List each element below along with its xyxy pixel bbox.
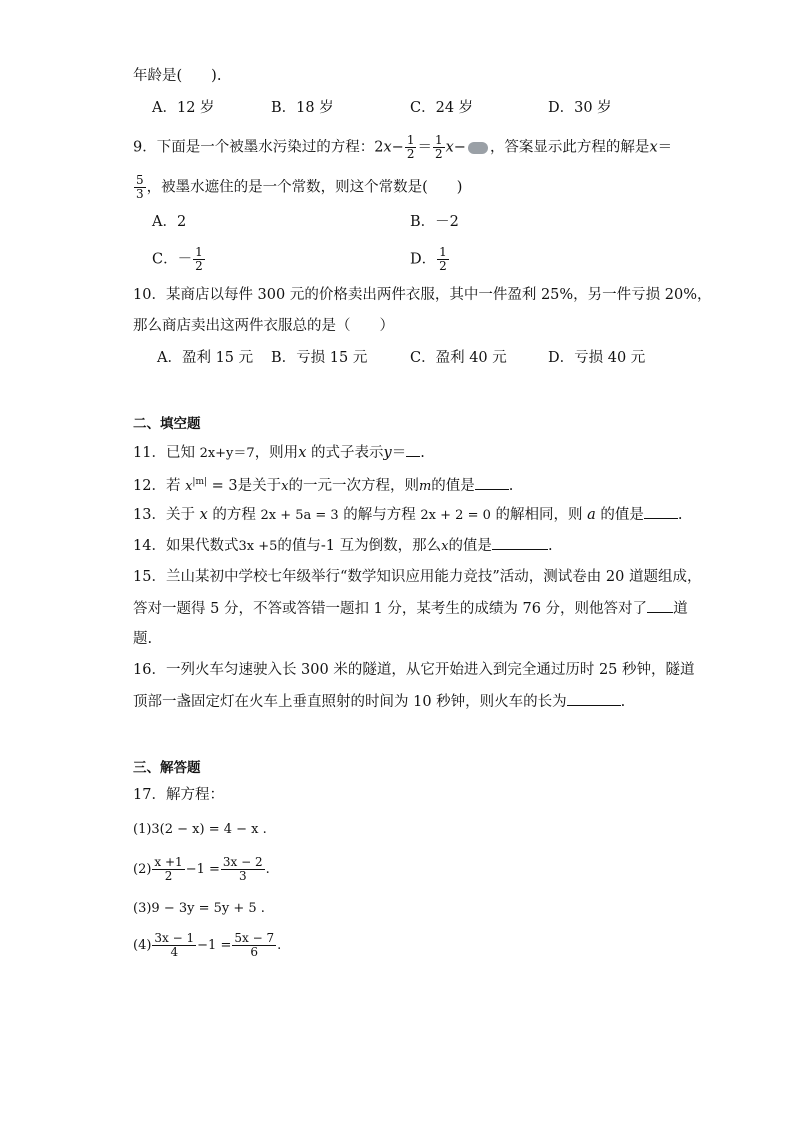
ink-blot-icon <box>468 142 488 154</box>
q11-y: y <box>383 445 392 461</box>
q13-f: . <box>677 507 683 523</box>
q11-a: 11．已知 <box>133 445 200 461</box>
q10-option-a: A．盈利 15 元 <box>157 350 254 366</box>
q9-sol-den: 3 <box>136 187 144 201</box>
q16-line2a: 顶部一盏固定灯在火车上垂直照射的时间为 10 秒钟，则火车的长为 <box>133 694 567 710</box>
q10-line1: 10．某商店以每件 300 元的价格卖出两件衣服，其中一件盈利 25%，另一件亏损 20%， <box>133 287 712 303</box>
q12-b: = 3是关于 <box>207 477 282 494</box>
q14 <box>133 535 553 557</box>
q10-option-d: D．亏损 40 元 <box>548 350 646 366</box>
section-heading-fill-in: 二、填空题 <box>133 416 201 432</box>
q9-option-c-frac <box>193 246 205 273</box>
q11 <box>133 442 425 464</box>
q12-e: . <box>508 477 514 494</box>
q17-p2-mid: −1 = <box>185 862 220 877</box>
q9-prefix: 9．下面是一个被墨水污染过的方程： <box>133 139 375 156</box>
q9-option-d-label: D． <box>410 251 437 268</box>
q9-frac1-num: 1 <box>406 133 415 147</box>
q10-option-b: B．亏损 15 元 <box>271 350 368 366</box>
q16-answer-blank <box>567 691 621 706</box>
q9-optd-den: 2 <box>439 259 447 273</box>
q13-d: 的解相同，则 <box>490 507 588 523</box>
q17-p4-d1: 4 <box>170 945 179 959</box>
q13-x: x <box>199 507 208 523</box>
q9-optc-den: 2 <box>195 259 203 273</box>
q15-line2b: 道 <box>673 601 688 617</box>
q9-sol-x: x <box>649 139 658 156</box>
q12-m: m <box>418 478 432 494</box>
q9-option-b: B．－2 <box>410 214 459 230</box>
q9-eq-x1: x <box>383 139 392 156</box>
q9-frac1 <box>405 134 417 161</box>
q8-tail: 年龄是( ). <box>133 68 222 84</box>
q9-eq-a: 2 <box>374 139 384 156</box>
q13-eq1: 2x + 5a = 3 <box>260 508 339 523</box>
q12-a: 12．若 <box>133 477 186 494</box>
q8-option-d: D．30 岁 <box>548 100 612 116</box>
q11-x: x <box>298 445 307 461</box>
q15-answer-blank <box>647 598 673 613</box>
q17-part3: (3)9 − 3y = 5y + 5 . <box>133 901 265 916</box>
q17-p4-end: . <box>277 938 282 953</box>
q11-d: ＝ <box>391 445 407 461</box>
q12-sup: |m| <box>192 477 208 487</box>
q14-expr: 3x +5 <box>238 539 278 554</box>
q13-e: 的值是 <box>595 507 644 523</box>
q13-c: 的解与方程 <box>338 507 421 523</box>
q9-sol-eq: ＝ <box>657 139 673 156</box>
q14-a: 14．如果代数式 <box>133 538 239 554</box>
q17-p2-d1: 2 <box>164 869 173 883</box>
q13-b: 的方程 <box>207 507 261 523</box>
q11-b: ，则用 <box>254 445 299 461</box>
q17-part2-frac2 <box>221 856 265 883</box>
q9-option-a: A．2 <box>152 214 187 230</box>
q15-line2a: 答对一题得 5 分，不答或答错一题扣 1 分，某考生的成绩为 76 分，则他答对了 <box>133 601 648 617</box>
q9-mid: ，答案显示此方程的解是 <box>489 139 650 156</box>
q9-option-c-label: C．－ <box>152 251 193 268</box>
q9-line2 <box>133 174 462 201</box>
q11-expr: 2x+y＝7 <box>199 446 255 461</box>
q17-p2-n2: 3x − 2 <box>222 855 263 869</box>
q14-answer-blank <box>492 535 548 550</box>
q15-line2 <box>133 598 688 619</box>
q11-answer-blank <box>406 442 420 457</box>
q17-p4-mid: −1 = <box>197 938 232 953</box>
q11-e: . <box>420 445 425 461</box>
q12-x2: x <box>281 478 289 494</box>
q9-eq-minus2: − <box>453 139 466 156</box>
q17-part4-frac2 <box>232 932 276 959</box>
q13-a: 13．关于 <box>133 507 200 523</box>
q17-part4 <box>133 932 281 959</box>
q13 <box>133 504 682 526</box>
q8-option-b: B．18 岁 <box>271 100 334 116</box>
q12-x: x <box>185 478 193 494</box>
q14-d: . <box>547 538 553 554</box>
q13-answer-blank <box>644 504 678 519</box>
q16-line1: 16．一列火车匀速驶入长 300 米的隧道，从它开始进入到完全通过历时 25 秒钟，隧道 <box>133 662 695 678</box>
q15-line1: 15．兰山某初中学校七年级举行“数学知识应用能力竞技”活动，测试卷由 20 道题组成， <box>133 569 702 585</box>
q17-title: 17．解方程： <box>133 787 224 803</box>
q17-part1: (1)3(2 − x) = 4 − x . <box>133 822 267 837</box>
q9-option-c <box>152 246 206 273</box>
q17-p2-d2: 3 <box>238 869 247 883</box>
q12-d: 的值是 <box>431 477 475 494</box>
q14-b: 的值与-1 互为倒数，那么 <box>277 538 442 554</box>
q13-a-var: a <box>587 507 596 523</box>
q10-line2: 那么商店卖出这两件衣服总的是（ ） <box>133 318 394 334</box>
q14-x: x <box>441 539 449 554</box>
q15-line3: 题. <box>133 631 153 647</box>
q9-eq-x2: x <box>445 139 454 156</box>
q9-frac1-den: 2 <box>406 147 415 161</box>
q9-option-d-frac <box>437 246 449 273</box>
q17-p4-n1: 3x − 1 <box>154 931 195 945</box>
section-heading-solve: 三、解答题 <box>133 760 201 776</box>
q9-optc-num: 1 <box>195 245 203 259</box>
q16-line2b: . <box>620 694 626 710</box>
q8-option-a: A．12 岁 <box>152 100 215 116</box>
q10-option-c: C．盈利 40 元 <box>410 350 507 366</box>
q17-p2-end: . <box>265 862 270 877</box>
q17-part4-label: (4) <box>133 938 152 953</box>
q11-c: 的式子表示 <box>306 445 384 461</box>
q17-p4-d2: 6 <box>250 945 259 959</box>
q12-c: 的一元一次方程，则 <box>288 477 419 494</box>
q17-part2 <box>133 856 270 883</box>
q9-eq-minus: − <box>391 139 404 156</box>
q13-eq2: 2x + 2 = 0 <box>420 508 491 523</box>
q14-c: 的值是 <box>448 538 492 554</box>
q17-part2-frac1 <box>152 856 184 883</box>
q9-line1 <box>133 134 672 161</box>
q9-frac2-num: 1 <box>434 133 443 147</box>
q17-part4-frac1 <box>152 932 196 959</box>
q16-line2 <box>133 691 625 712</box>
q17-p4-n2: 5x − 7 <box>234 931 275 945</box>
q17-part2-label: (2) <box>133 862 152 877</box>
q12 <box>133 472 513 497</box>
q9-frac2-den: 2 <box>434 147 443 161</box>
q17-p2-n1: x +1 <box>154 855 183 869</box>
q9-option-d <box>410 246 450 273</box>
q9-solution-fraction <box>134 174 146 201</box>
q9-eq-eq: ＝ <box>417 139 432 156</box>
q12-answer-blank <box>475 475 509 490</box>
q8-option-c: C．24 岁 <box>410 100 474 116</box>
q9-sol-num: 5 <box>136 173 144 187</box>
q9-optd-num: 1 <box>439 245 447 259</box>
q9-line2-text: ，被墨水遮住的是一个常数，则这个常数是( ) <box>146 179 463 196</box>
q9-frac2 <box>433 134 445 161</box>
